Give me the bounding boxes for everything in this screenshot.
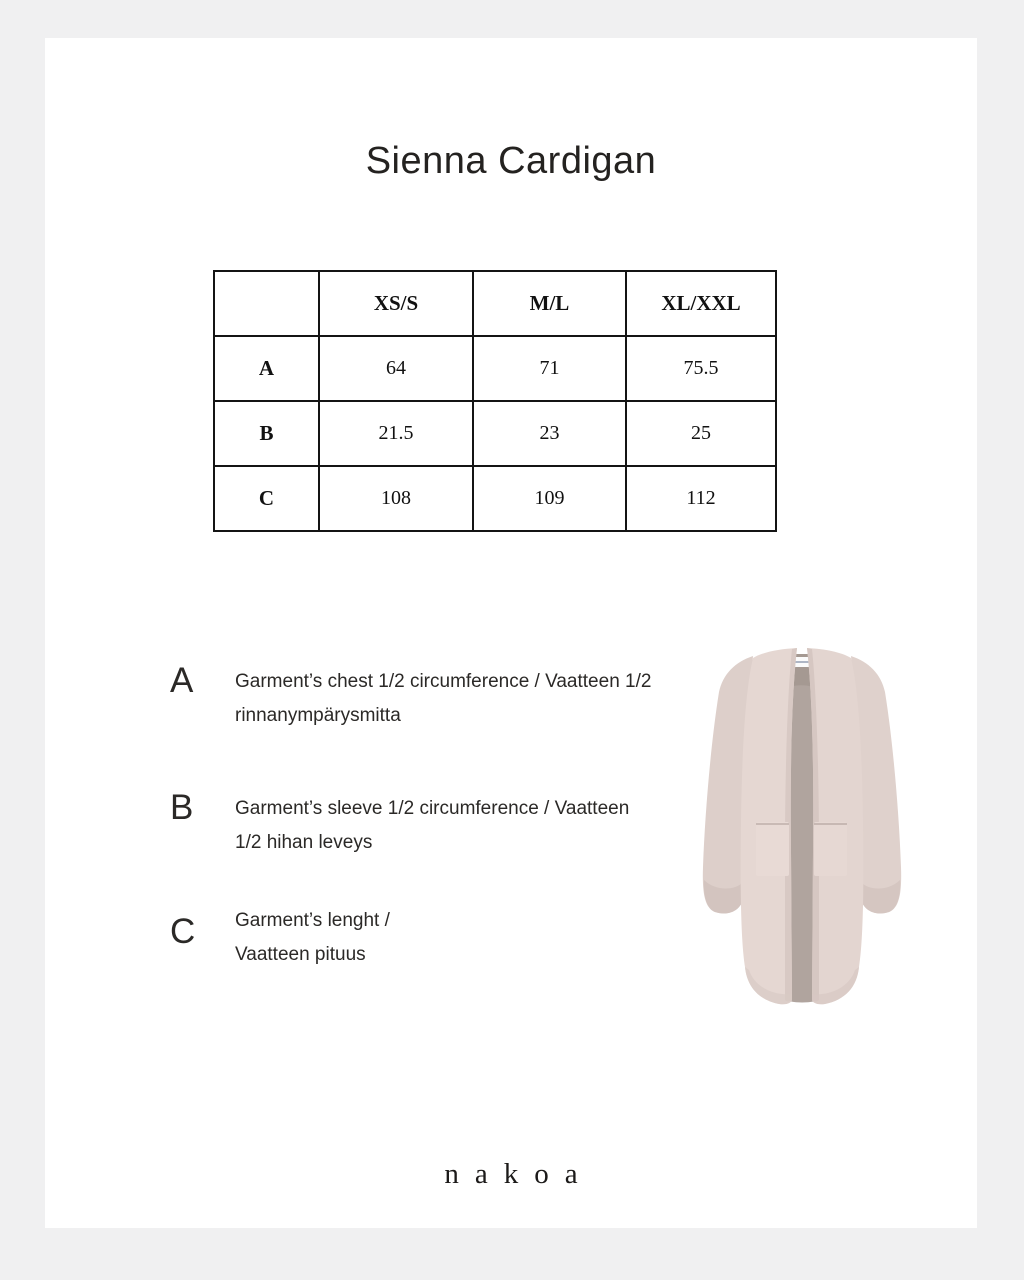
row-label-c: C bbox=[214, 466, 319, 531]
cell-a-xl-xxl: 75.5 bbox=[626, 336, 776, 401]
brand-logo: nakoa bbox=[444, 1158, 594, 1190]
product-size-card bbox=[45, 38, 977, 1228]
legend-item-a bbox=[170, 663, 710, 733]
table-row-b bbox=[214, 401, 776, 466]
legend-letter-a: A bbox=[170, 661, 194, 700]
row-label-a: A bbox=[214, 336, 319, 401]
legend-text-c bbox=[235, 902, 390, 972]
cell-b-m-l: 23 bbox=[473, 401, 626, 466]
legend-text-a-line1: Garment’s chest 1/2 circumference / Vaatteen 1/2 bbox=[235, 671, 652, 692]
legend-text-c-line2: Vaatteen pituus bbox=[235, 944, 366, 965]
legend-text-b bbox=[235, 790, 629, 860]
legend-text-c-line1: Garment’s lenght / bbox=[235, 910, 390, 931]
table-header-row bbox=[214, 271, 776, 336]
row-label-b: B bbox=[214, 401, 319, 466]
legend-text-b-line2: 1/2 hihan leveys bbox=[235, 832, 373, 853]
size-chart-table bbox=[213, 270, 777, 532]
legend-text-b-line1: Garment’s sleeve 1/2 circumference / Vaatteen bbox=[235, 798, 630, 819]
cardigan-right-pocket bbox=[814, 822, 847, 876]
cell-a-xs-s: 64 bbox=[319, 336, 473, 401]
header-cell-empty bbox=[214, 271, 319, 336]
legend-item-b bbox=[170, 790, 710, 860]
legend-text-a-line2: rinnanympärysmitta bbox=[235, 705, 401, 726]
cell-c-xs-s: 108 bbox=[319, 466, 473, 531]
cell-a-m-l: 71 bbox=[473, 336, 626, 401]
header-cell-m-l: M/L bbox=[473, 271, 626, 336]
table-row-c bbox=[214, 466, 776, 531]
table-row-a bbox=[214, 336, 776, 401]
legend-text-a bbox=[235, 663, 651, 733]
legend-letter-b: B bbox=[170, 788, 194, 827]
cell-c-xl-xxl: 112 bbox=[626, 466, 776, 531]
cell-c-m-l: 109 bbox=[473, 466, 626, 531]
cell-b-xs-s: 21.5 bbox=[319, 401, 473, 466]
page-title: Sienna Cardigan bbox=[365, 140, 657, 182]
legend-item-c bbox=[170, 902, 710, 972]
cell-b-xl-xxl: 25 bbox=[626, 401, 776, 466]
header-cell-xs-s: XS/S bbox=[319, 271, 473, 336]
legend-letter-c: C bbox=[170, 912, 196, 951]
cardigan-photo bbox=[695, 632, 910, 1017]
header-cell-xl-xxl: XL/XXL bbox=[626, 271, 776, 336]
cardigan-left-pocket bbox=[756, 822, 789, 876]
